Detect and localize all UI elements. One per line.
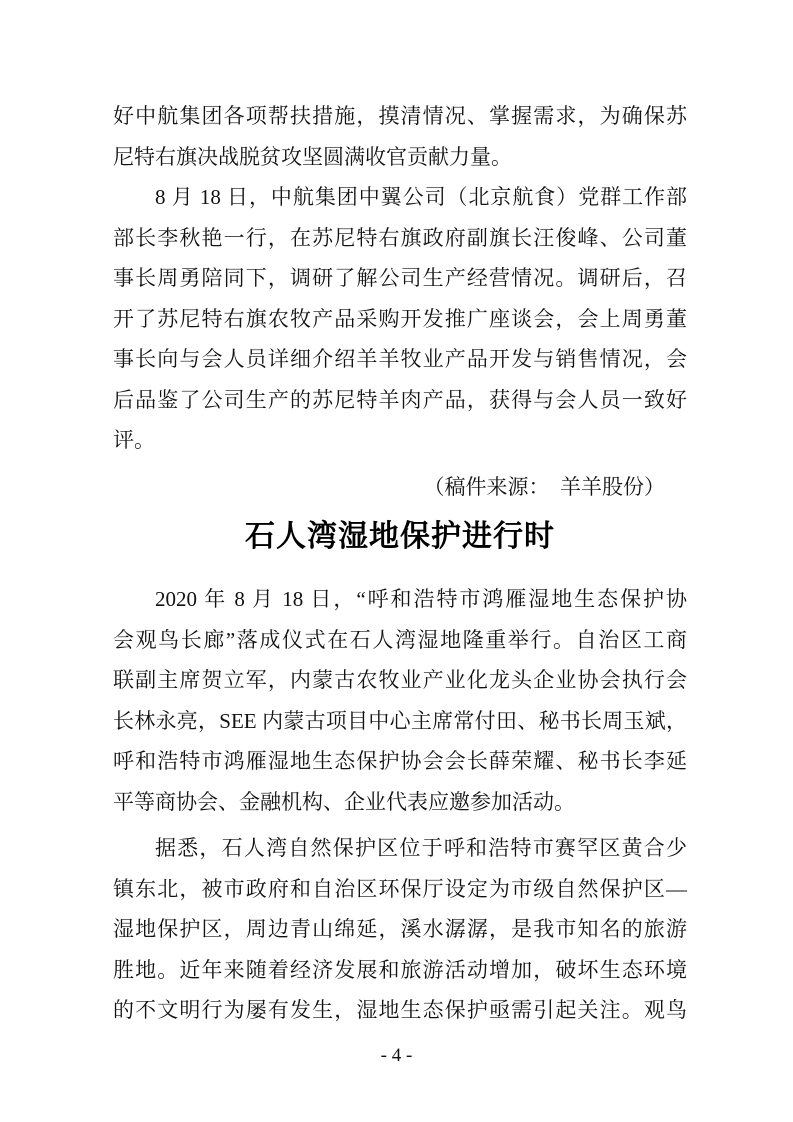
text-line: 事长向与会人员详细介绍羊羊牧业产品开发与销售情况，会 bbox=[113, 347, 687, 371]
text-line: 长林永亮，SEE 内蒙古项目中心主席常付田、秘书长周玉斌， bbox=[113, 708, 687, 733]
text-line: 后品鉴了公司生产的苏尼特羊肉产品，获得与会人员一致好 bbox=[113, 387, 687, 412]
text-line: 呼和浩特市鸿雁湿地生态保护协会会长薛荣耀、秘书长李延 bbox=[113, 749, 687, 773]
text-line: 的不文明行为屡有发生，湿地生态保护亟需引起关注。观鸟 bbox=[113, 998, 687, 1022]
text-line: 开了苏尼特右旗农牧产品采购开发推广座谈会，会上周勇董 bbox=[113, 306, 687, 331]
text-line: 平等商协会、金融机构、企业代表应邀参加活动。 bbox=[113, 789, 575, 814]
text-line: 联副主席贺立军，内蒙古农牧业产业化龙头企业协会执行会 bbox=[113, 668, 687, 692]
text-line: 事长周勇陪同下，调研了解公司生产经营情况。调研后，召 bbox=[113, 266, 687, 290]
text-line: 2020 年 8 月 18 日，“呼和浩特市鸿雁湿地生态保护协 bbox=[155, 587, 687, 611]
paragraph-visit bbox=[113, 177, 687, 461]
text-line: 会观鸟长廊”落成仪式在石人湾湿地隆重举行。自治区工商 bbox=[113, 627, 687, 652]
paragraph-ceremony bbox=[113, 579, 687, 822]
text-line: 镇东北，被市政府和自治区环保厅设定为市级自然保护区— bbox=[113, 876, 687, 901]
page-number: - 4 - bbox=[380, 1045, 413, 1066]
source-attribution: （稿件来源： 羊羊股份） bbox=[423, 474, 665, 499]
paragraph-continuation bbox=[113, 96, 687, 177]
text-line: 评。 bbox=[113, 428, 155, 452]
text-line: 8 月 18 日，中航集团中翼公司（北京航食）党群工作部 bbox=[155, 185, 687, 209]
section-heading: 石人湾湿地保护进行时 bbox=[245, 520, 555, 553]
paragraph-reserve-info bbox=[113, 828, 687, 1031]
document-content bbox=[113, 96, 687, 1031]
text-line: 湿地保护区，周边青山绵延，溪水潺潺，是我市知名的旅游 bbox=[113, 917, 687, 941]
text-line: 胜地。近年来随着经济发展和旅游活动增加，破坏生态环境 bbox=[113, 957, 687, 982]
text-line: 部长李秋艳一行，在苏尼特右旗政府副旗长汪俊峰、公司董 bbox=[113, 225, 687, 250]
text-line: 好中航集团各项帮扶措施，摸清情况、掌握需求，为确保苏 bbox=[113, 104, 687, 128]
text-line: 据悉，石人湾自然保护区位于呼和浩特市赛罕区黄合少 bbox=[155, 836, 687, 860]
text-line: 尼特右旗决战脱贫攻坚圆满收官贡献力量。 bbox=[113, 144, 512, 169]
